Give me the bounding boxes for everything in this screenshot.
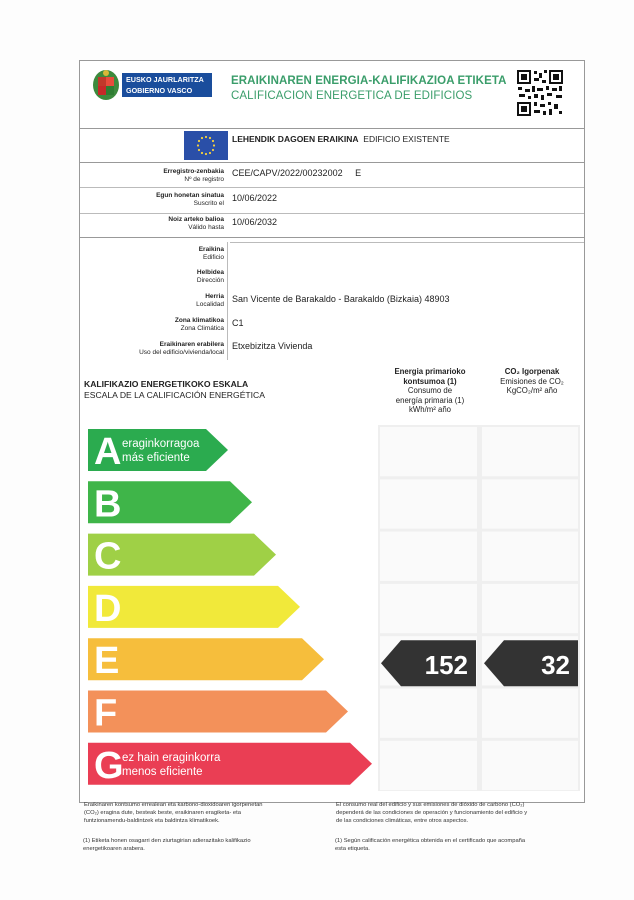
reg-number-label: Erregistro-zenbakia Nº de registro xyxy=(163,168,224,183)
energy-class-letter: A xyxy=(94,431,122,473)
use-value: Etxebizitza Vivienda xyxy=(232,341,313,351)
building-type-label xyxy=(232,134,450,144)
zone-value: C1 xyxy=(232,318,244,328)
energy-class-g xyxy=(88,743,372,787)
co2-rating-arrow-value: 32 xyxy=(541,650,570,681)
building-type-es: EDIFICIO EXISTENTE xyxy=(363,134,450,144)
energy-class-letter: C xyxy=(94,535,122,578)
coat-of-arms-icon xyxy=(92,69,120,103)
logo-line1: EUSKO JAURLARITZA xyxy=(126,75,204,84)
energy-class-letter: F xyxy=(94,692,118,735)
building-type-row xyxy=(80,129,584,163)
energy-class-text-eu: ez hain eraginkorra xyxy=(122,751,221,764)
note-left: Eraikinaren kontsumo errealean eta karbono-dioxidoaren igorpenetan (CO₂) eragina dute, besteak beste, eraikinaren eragiketa- eta funtzionamendu-baldintzek eta baldintza klimatikoek. xyxy=(84,802,263,824)
reg-number-value: CEE/CAPV/2022/00232002 E xyxy=(232,168,362,178)
energy-class-letter: B xyxy=(94,483,122,526)
co2-column-header: CO₂ Igorpenak Emisiones de CO₂ KgCO₂/m² año xyxy=(500,367,564,395)
co2-rating-arrow xyxy=(484,640,578,686)
label-frame xyxy=(79,60,585,824)
divider xyxy=(230,242,584,243)
title-eu: ERAIKINAREN ENERGIA-KALIFIKAZIOA ETIKETA xyxy=(231,75,507,87)
energy-rating-arrow-value: 152 xyxy=(424,650,468,681)
signed-value: 10/06/2022 xyxy=(232,193,278,203)
scale-title xyxy=(84,379,265,401)
energy-class-letter: D xyxy=(94,587,122,630)
address-label: Helbidea Dirección xyxy=(196,269,224,284)
footnote-left: (1) Etiketa honen osagarri den ziurtagirian adierazitako kalifikazio energetikoaren arabera. xyxy=(83,838,251,852)
energy-class-c xyxy=(88,534,276,578)
energy-scale-bars xyxy=(80,425,378,791)
building-label: Eraikina Edificio xyxy=(198,246,224,261)
signed-label: Egun honetan sinatua Suscrito el xyxy=(156,192,224,207)
divider xyxy=(80,213,584,214)
energy-class-a xyxy=(88,429,228,473)
valid-value: 10/06/2032 xyxy=(232,217,278,227)
energy-class-d xyxy=(88,586,300,630)
logo-textbox xyxy=(122,73,212,97)
energy-class-bar xyxy=(88,691,348,733)
energy-class-letter: G xyxy=(94,744,124,787)
energy-class-text-eu: eraginkorragoa xyxy=(122,438,200,450)
valid-label: Noiz arteko balioa Válido hasta xyxy=(168,216,224,231)
energy-class-text-es: más eficiente xyxy=(122,452,190,464)
scale-title-eu: KALIFIKAZIO ENERGETIKOKO ESKALA xyxy=(84,379,249,389)
energy-column-header: Energia primarioko kontsumoa (1) Consumo de energía primaria (1) kWh/m² año xyxy=(394,367,466,414)
energy-class-f xyxy=(88,691,348,735)
rating-arrows xyxy=(378,425,580,791)
qr-code-icon xyxy=(516,69,564,117)
title-es: CALIFICACION ENERGETICA DE EDIFICIOS xyxy=(231,90,473,102)
energy-class-letter: E xyxy=(94,640,120,683)
eu-flag-icon xyxy=(184,131,228,160)
building-type-eu: LEHENDIK DAGOEN ERAIKINA xyxy=(232,134,359,144)
zone-label: Zona klimatikoa Zona Climática xyxy=(174,317,224,332)
energy-class-text-es: menos eficiente xyxy=(122,765,203,778)
logo-line2: GOBIERNO VASCO xyxy=(126,86,193,95)
use-label: Eraikinaren erabilera Uso del edificio/vivienda/local xyxy=(139,341,224,356)
header xyxy=(80,61,584,129)
footnote-right: (1) Según calificación energética obtenida en el certificado que acompaña esta etiqueta. xyxy=(335,838,526,852)
energy-rating-arrow xyxy=(381,640,476,686)
energy-class-b xyxy=(88,481,252,525)
divider xyxy=(80,187,584,188)
registration-block xyxy=(80,163,584,238)
energy-class-e xyxy=(88,638,324,682)
energy-class-bar xyxy=(88,638,324,683)
divider xyxy=(227,242,228,360)
town-label: Herria Localidad xyxy=(196,293,224,308)
basque-government-logo xyxy=(92,69,210,103)
note-right: El consumo real del edificio y sus emisiones de dióxido de carbono (CO₂) dependerá de las condiciones de operación y funcionamiento del edificio y de las condiciones climáticas, entre otros aspectos. xyxy=(336,802,528,824)
scale-title-es: ESCALA DE LA CALIFICACIÓN ENERGÉTICA xyxy=(84,390,265,400)
town-value: San Vicente de Barakaldo - Barakaldo (Bizkaia) 48903 xyxy=(232,294,450,304)
building-block xyxy=(80,238,584,361)
